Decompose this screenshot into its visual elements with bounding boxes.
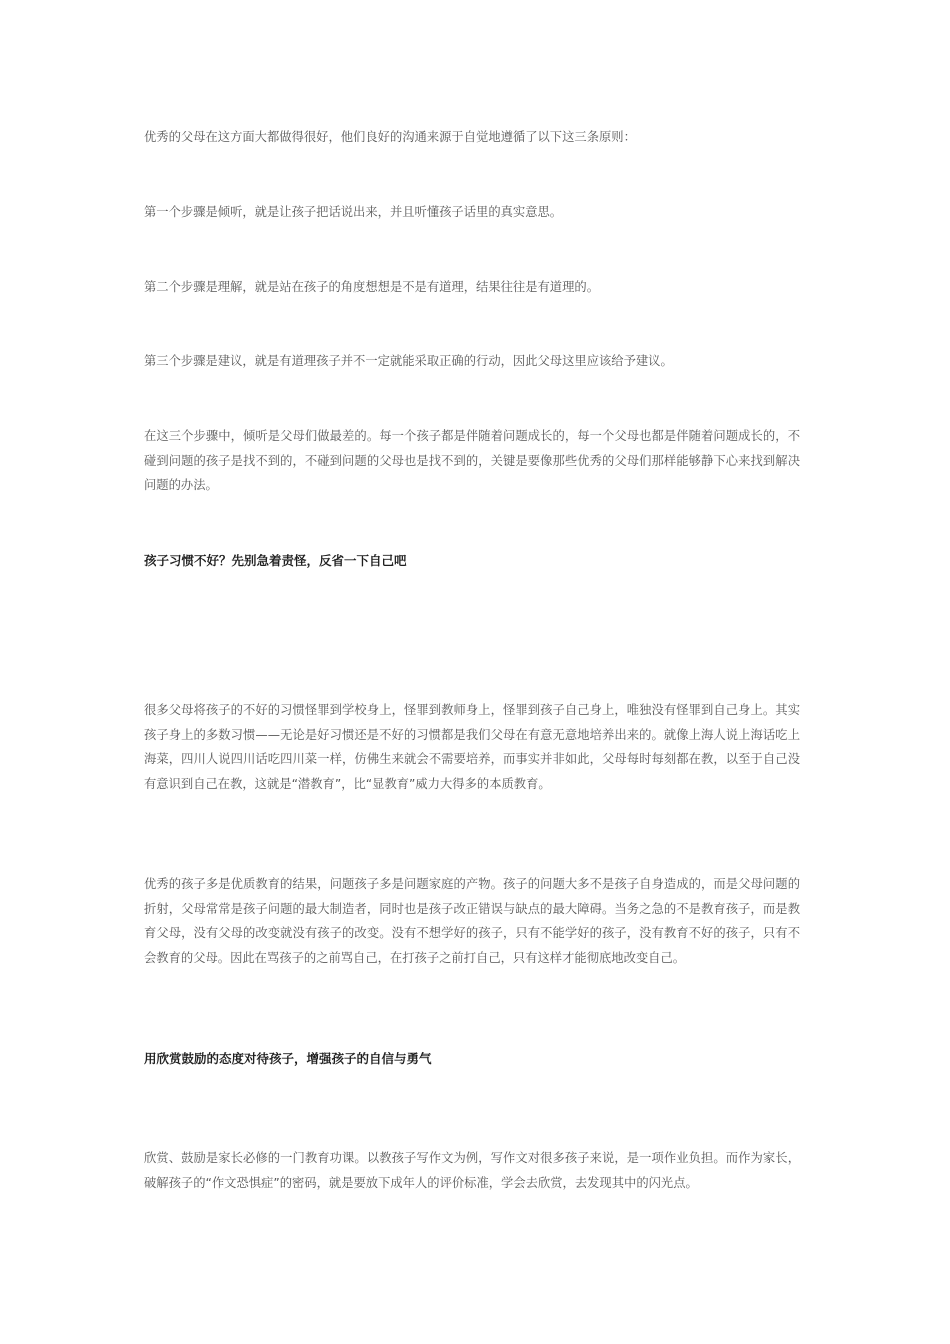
paragraph-principles-intro: 优秀的父母在这方面大都做得很好，他们良好的沟通来源于自觉地遵循了以下这三条原则： bbox=[144, 130, 636, 144]
paragraph-problem-children: 优秀的孩子多是优质教育的结果，问题孩子多是问题家庭的产物。孩子的问题大多不是孩子自身造成的，而是父母问题的折射，父母常常是孩子问题的最大制造者，同时也是孩子改正错误与缺点的最大障碍。当务之急的不是教育孩子，而是教育父母，没有父母的改变就没有孩子的改变。没有不想学好的孩子，只有不能学好的孩子，没有教育不好的孩子，只有不会教育的父母。因此在骂孩子的之前骂自己，在打孩子之前打自己，只有这样才能彻底地改变自己。 bbox=[144, 877, 800, 965]
paragraph-step-three: 第三个步骤是建议，就是有道理孩子并不一定就能采取正确的行动，因此父母这里应该给予建议。 bbox=[144, 354, 673, 368]
paragraph-habits: 很多父母将孩子的不好的习惯怪罪到学校身上，怪罪到教师身上，怪罪到孩子自己身上，唯独没有怪罪到自己身上。其实孩子身上的多数习惯——无论是好习惯还是不好的习惯都是我们父母在有意无意地培养出来的。就像上海人说上海话吃上海菜，四川人说四川话吃四川菜一样，仿佛生来就会不需要培养，而事实并非如此，父母每时每刻都在教，以至于自己没有意识到自己在教，这就是“潜教育”，比“显教育”威力大得多的本质教育。 bbox=[144, 703, 800, 791]
section-heading-habits: 孩子习惯不好？先别急着责怪，反省一下自己吧 bbox=[144, 553, 407, 568]
paragraph-appreciation: 欣赏、鼓励是家长必修的一门教育功课。以教孩子写作文为例，写作文对很多孩子来说，是一项作业负担。而作为家长，破解孩子的“作文恐惧症”的密码，就是要放下成年人的评价标准，学会去欣赏，去发现其中的闪光点。 bbox=[144, 1151, 800, 1190]
section-heading-appreciation: 用欣赏鼓励的态度对待孩子，增强孩子的自信与勇气 bbox=[144, 1051, 432, 1066]
paragraph-step-two: 第二个步骤是理解，就是站在孩子的角度想想是不是有道理，结果往往是有道理的。 bbox=[144, 280, 599, 294]
paragraph-step-one: 第一个步骤是倾听，就是让孩子把话说出来，并且听懂孩子话里的真实意思。 bbox=[144, 205, 563, 219]
paragraph-listening: 在这三个步骤中，倾听是父母们做最差的。每一个孩子都是伴随着问题成长的，每一个父母也都是伴随着问题成长的，不碰到问题的孩子是找不到的，不碰到问题的父母也是找不到的，关键是要像那些优秀的父母们那样能够静下心来找到解决问题的办法。 bbox=[144, 429, 800, 493]
